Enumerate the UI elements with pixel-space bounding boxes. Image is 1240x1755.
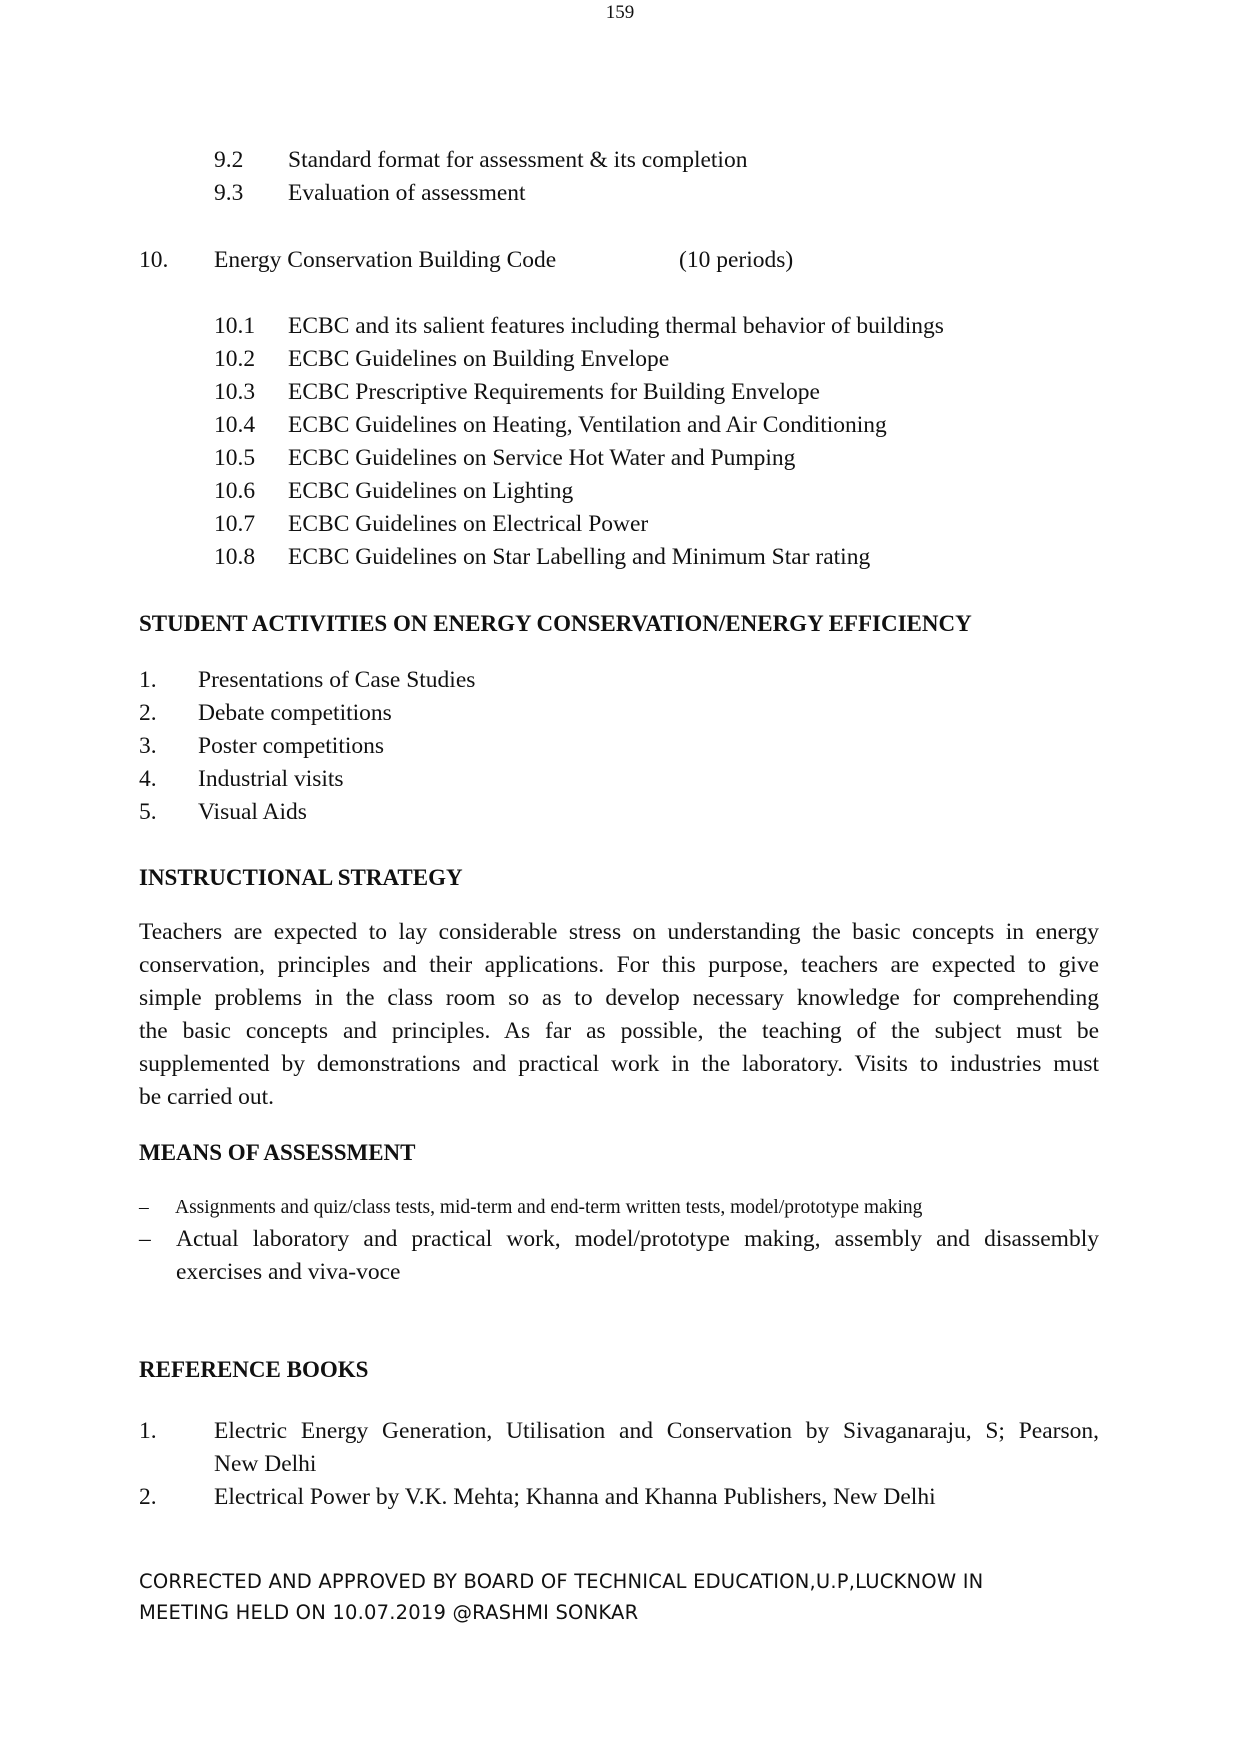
subtopic-item xyxy=(214,508,1114,541)
assessment-text: Actual laboratory and practical work, model/prototype making, assembly and disassembly xyxy=(176,1226,1099,1252)
activity-text: Poster competitions xyxy=(198,733,385,759)
subtopic-number: 10.5 xyxy=(214,445,256,471)
reference-number: 2. xyxy=(139,1484,157,1510)
dash-bullet: – xyxy=(139,1197,149,1218)
reference-item xyxy=(139,1415,1099,1481)
section-periods: (10 periods) xyxy=(679,247,794,273)
paragraph-line: Teachers are expected to lay considerable stress on understanding the basic concepts in energy xyxy=(139,919,1099,945)
approval-footer xyxy=(139,1566,983,1628)
student-activities-heading: STUDENT ACTIVITIES ON ENERGY CONSERVATION/ENERGY EFFICIENCY xyxy=(139,611,972,636)
activity-number: 3. xyxy=(139,733,157,759)
subtopic-item xyxy=(214,442,1114,475)
means-of-assessment-heading: MEANS OF ASSESSMENT xyxy=(139,1140,416,1165)
subtopic-number: 10.3 xyxy=(214,379,256,405)
paragraph-line: simple problems in the class room so as to develop necessary knowledge for comprehending xyxy=(139,985,1099,1011)
activity-item xyxy=(139,763,839,796)
subtopic-text: ECBC Guidelines on Star Labelling and Minimum Star rating xyxy=(288,544,871,570)
instructional-strategy-heading: INSTRUCTIONAL STRATEGY xyxy=(139,865,463,890)
dash-bullet: – xyxy=(139,1226,151,1252)
subtopic-text: ECBC Prescriptive Requirements for Building Envelope xyxy=(288,379,820,405)
reference-text: Electrical Power by V.K. Mehta; Khanna and Khanna Publishers, New Delhi xyxy=(214,1484,936,1510)
subtopic-text: ECBC Guidelines on Service Hot Water and Pumping xyxy=(288,445,796,471)
footer-line: MEETING HELD ON 10.07.2019 @RASHMI SONKAR xyxy=(139,1601,639,1624)
subtopic-number: 10.8 xyxy=(214,544,256,570)
subtopic-number: 10.7 xyxy=(214,511,256,537)
reference-number: 1. xyxy=(139,1418,157,1444)
paragraph-line: supplemented by demonstrations and practical work in the laboratory. Visits to industries must xyxy=(139,1051,1099,1077)
subtopic-text: Evaluation of assessment xyxy=(288,180,526,206)
subtopic-item xyxy=(214,144,1014,177)
subtopic-number: 10.4 xyxy=(214,412,256,438)
subtopic-item xyxy=(214,376,1114,409)
reference-books-heading: REFERENCE BOOKS xyxy=(139,1357,369,1382)
subtopic-text: ECBC Guidelines on Heating, Ventilation and Air Conditioning xyxy=(288,412,887,438)
footer-line: CORRECTED AND APPROVED BY BOARD OF TECHNICAL EDUCATION,U.P,LUCKNOW IN xyxy=(139,1570,984,1593)
activity-text: Presentations of Case Studies xyxy=(198,667,476,693)
activity-number: 5. xyxy=(139,799,157,825)
subtopic-item xyxy=(214,541,1114,574)
section-title: Energy Conservation Building Code xyxy=(214,247,557,273)
subtopic-number: 10.2 xyxy=(214,346,256,372)
activity-item xyxy=(139,697,839,730)
assessment-text: exercises and viva-voce xyxy=(176,1259,401,1285)
subtopic-text: ECBC Guidelines on Electrical Power xyxy=(288,511,649,537)
activity-item xyxy=(139,730,839,763)
reference-text: Electric Energy Generation, Utilisation and Conservation by Sivaganaraju, S; Pearson, xyxy=(214,1418,1099,1444)
activity-text: Industrial visits xyxy=(198,766,344,792)
subtopic-item xyxy=(214,409,1114,442)
subtopic-number: 10.1 xyxy=(214,313,256,339)
activity-text: Visual Aids xyxy=(198,799,307,825)
activity-text: Debate competitions xyxy=(198,700,392,726)
paragraph-line: conservation, principles and their applications. For this purpose, teachers are expected to give xyxy=(139,952,1099,978)
assessment-item xyxy=(139,1194,1039,1222)
subtopic-text: ECBC Guidelines on Building Envelope xyxy=(288,346,670,372)
assessment-item xyxy=(139,1223,1099,1289)
section-heading xyxy=(139,244,1039,277)
subtopic-item xyxy=(214,343,1114,376)
subtopic-text: Standard format for assessment & its completion xyxy=(288,147,748,173)
subtopic-text: ECBC and its salient features including thermal behavior of buildings xyxy=(288,313,944,339)
subtopic-item xyxy=(214,310,1114,343)
activity-item xyxy=(139,796,839,829)
subtopic-item xyxy=(214,177,1014,210)
page-number: 159 xyxy=(605,2,635,23)
instructional-strategy-paragraph xyxy=(139,916,1099,1114)
activity-item xyxy=(139,664,839,697)
reference-item xyxy=(139,1481,1099,1514)
subtopic-text: ECBC Guidelines on Lighting xyxy=(288,478,574,504)
activity-number: 4. xyxy=(139,766,157,792)
paragraph-line: the basic concepts and principles. As far as possible, the teaching of the subject must be xyxy=(139,1018,1099,1044)
subtopic-number: 9.3 xyxy=(214,180,244,206)
reference-text: New Delhi xyxy=(214,1451,317,1477)
subtopic-item xyxy=(214,475,1114,508)
subtopic-number: 10.6 xyxy=(214,478,256,504)
assessment-text: Assignments and quiz/class tests, mid-term and end-term written tests, model/prototype making xyxy=(175,1197,923,1218)
section-number: 10. xyxy=(139,247,169,273)
activity-number: 1. xyxy=(139,667,157,693)
subtopic-number: 9.2 xyxy=(214,147,244,173)
activity-number: 2. xyxy=(139,700,157,726)
paragraph-line: be carried out. xyxy=(139,1084,275,1110)
